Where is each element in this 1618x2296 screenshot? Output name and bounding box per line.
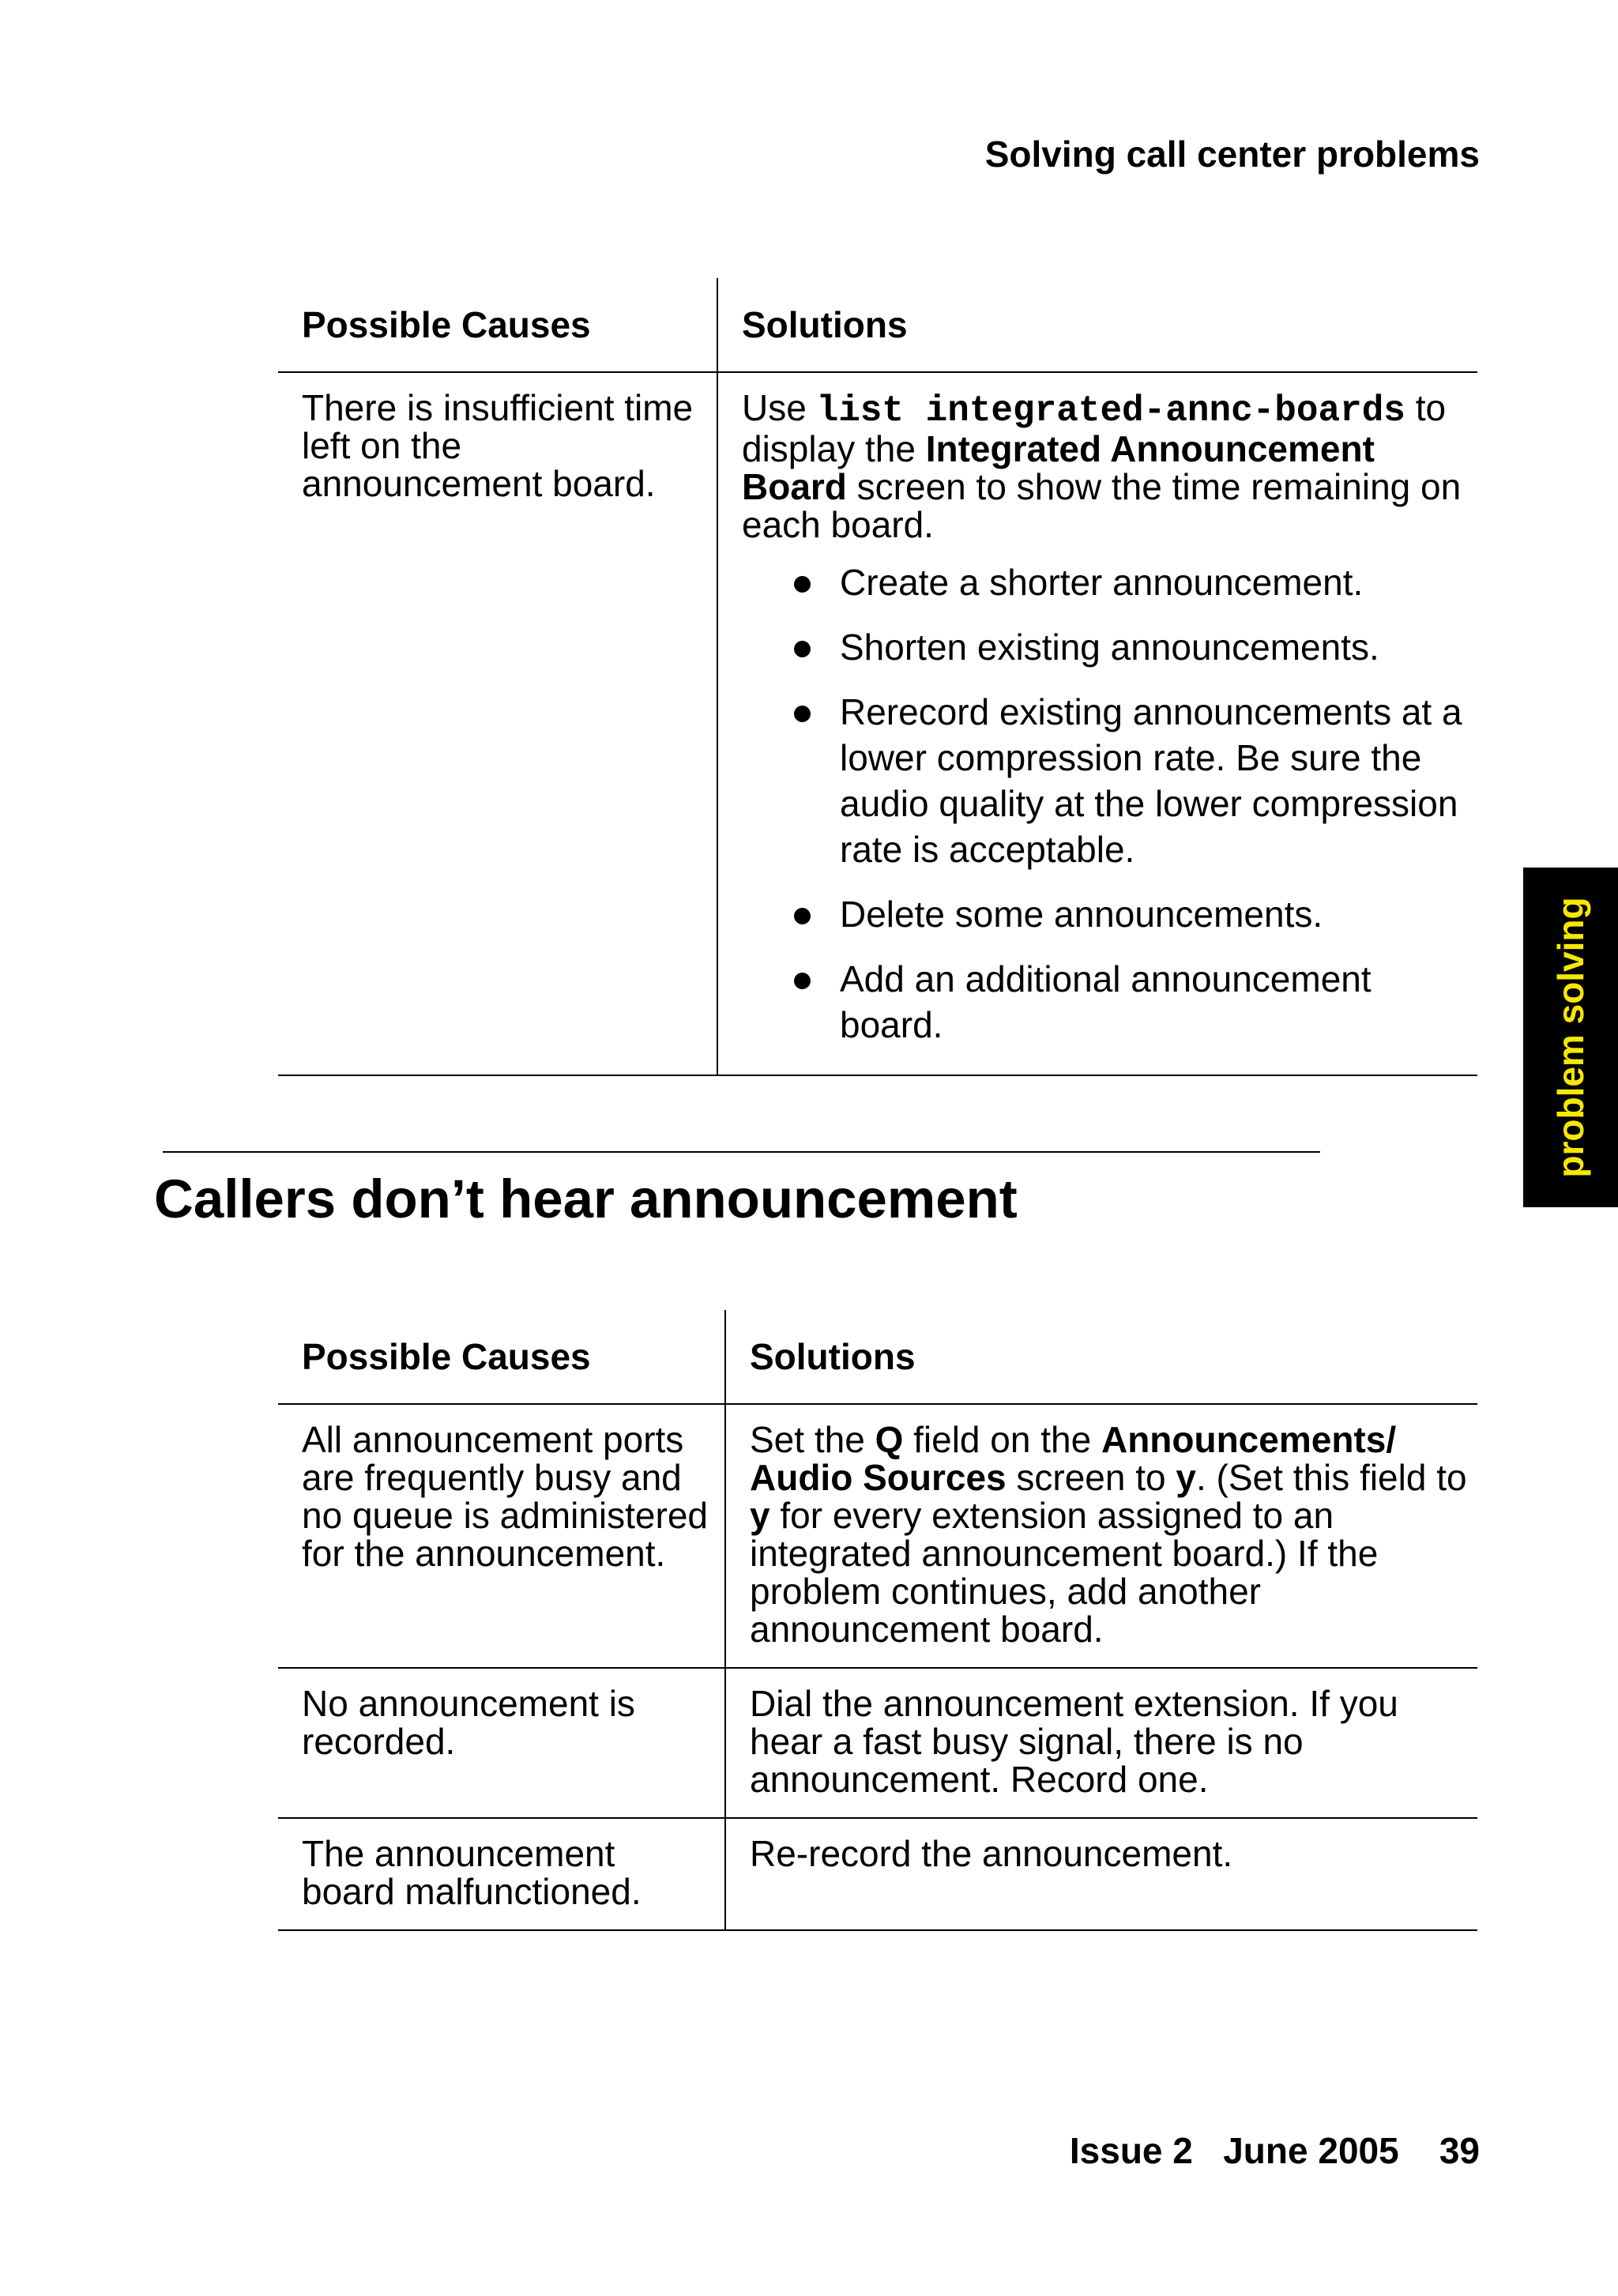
solution-text: field on the xyxy=(903,1419,1101,1460)
table-header-row xyxy=(278,278,1477,372)
column-header-solutions: Solutions xyxy=(725,1310,1477,1404)
cause-cell: No announcement is recorded. xyxy=(302,1683,635,1762)
solution-cell xyxy=(725,1404,1477,1668)
table-header-row xyxy=(278,1310,1477,1404)
issue-label: Issue 2 xyxy=(1069,2130,1193,2171)
solution-bullet-list xyxy=(742,559,1477,1048)
bullet-icon xyxy=(794,908,811,924)
screen-name: Announcements/ Audio Sources xyxy=(750,1419,1397,1498)
cause-cell: The announcement board malfunctioned. xyxy=(302,1833,642,1912)
list-item xyxy=(794,891,1477,937)
bullet-icon xyxy=(794,973,811,989)
field-value: y xyxy=(1176,1457,1196,1498)
list-item-text: Delete some announcements. xyxy=(840,894,1323,935)
solution-text: screen to show the time remaining on each board. xyxy=(742,466,1462,545)
page-number: 39 xyxy=(1439,2130,1480,2171)
solution-cell xyxy=(717,372,1477,1075)
list-item xyxy=(794,689,1477,872)
solution-text: Set the xyxy=(750,1419,875,1460)
solution-text: . (Set this field to xyxy=(1195,1457,1467,1498)
solution-text: for every extension assigned to an integrated announcement board.) If the problem continues, add another announcement board. xyxy=(750,1495,1379,1650)
section-side-tab xyxy=(1523,868,1618,1207)
field-name: Q xyxy=(875,1419,904,1460)
announcement-board-time-table xyxy=(278,278,1477,1076)
list-item xyxy=(794,559,1477,605)
solution-text: Use xyxy=(742,387,817,428)
solution-cell: Dial the announcement extension. If you hear a fast busy signal, there is no announcement. Record one. xyxy=(725,1668,1477,1818)
table-row xyxy=(278,1668,1477,1818)
list-item-text: Add an additional announcement board. xyxy=(840,958,1372,1045)
table-row xyxy=(278,1818,1477,1930)
solution-text: screen to xyxy=(1006,1457,1176,1498)
column-header-solutions: Solutions xyxy=(717,278,1477,372)
list-item xyxy=(794,624,1477,670)
callers-dont-hear-table xyxy=(278,1310,1477,1931)
section-divider xyxy=(163,1151,1320,1153)
screen-name: Integrated Announcement Board xyxy=(742,428,1375,507)
table-row xyxy=(278,372,1477,1075)
page-footer xyxy=(1070,2129,1480,2172)
list-item-text: Shorten existing announcements. xyxy=(840,627,1379,668)
bullet-icon xyxy=(794,706,811,722)
list-item-text: Rerecord existing announcements at a lower compression rate. Be sure the audio quality at the lower compression rate is acceptable. xyxy=(840,691,1462,870)
solution-text: to display the xyxy=(742,387,1447,469)
section-heading: Callers don’t hear announcement xyxy=(154,1169,1018,1229)
bullet-icon xyxy=(794,576,811,593)
list-item xyxy=(794,956,1477,1048)
field-value: y xyxy=(750,1495,770,1536)
solution-cell: Re-record the announcement. xyxy=(725,1818,1477,1930)
column-header-causes: Possible Causes xyxy=(302,304,591,345)
bullet-icon xyxy=(794,641,811,657)
column-header-causes: Possible Causes xyxy=(302,1336,591,1377)
list-item-text: Create a shorter announcement. xyxy=(840,562,1364,603)
cause-cell: There is insufficient time left on the announcement board. xyxy=(302,387,694,504)
side-tab-label: problem solving xyxy=(1550,897,1591,1178)
table-row xyxy=(278,1404,1477,1668)
running-header: Solving call center problems xyxy=(984,134,1480,175)
command-text: list integrated-annc-boards xyxy=(816,390,1405,431)
cause-cell: All announcement ports are frequently busy and no queue is administered for the announcement. xyxy=(302,1419,708,1574)
issue-date: June 2005 xyxy=(1223,2130,1399,2171)
